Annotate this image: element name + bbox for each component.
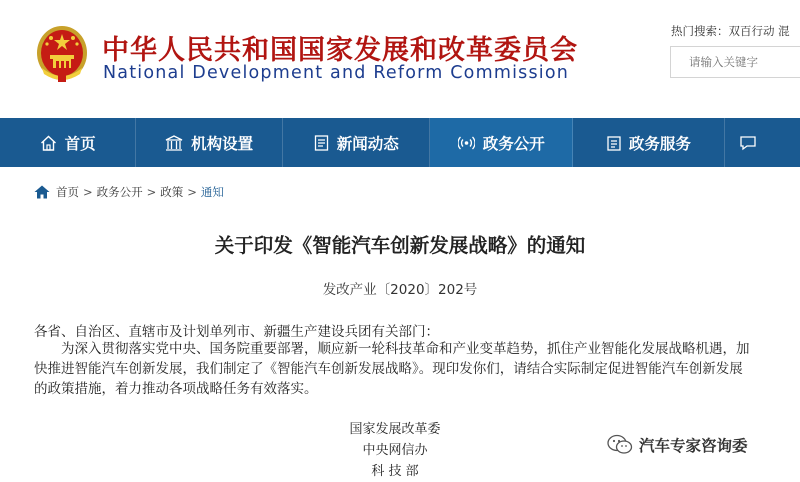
nav-item-gov-affairs[interactable] xyxy=(430,118,573,167)
watermark xyxy=(607,434,748,456)
broadcast-icon xyxy=(458,135,475,151)
nav-item-label: 政务服务 xyxy=(628,134,691,153)
breadcrumb-item[interactable]: 政务公开 xyxy=(96,185,143,199)
breadcrumb-current[interactable]: 通知 xyxy=(200,185,224,199)
article-title: 关于印发《智能汽车创新发展战略》的通知 xyxy=(214,234,586,257)
breadcrumb-item[interactable]: 政策 xyxy=(160,185,184,199)
breadcrumb xyxy=(34,184,224,200)
document-icon xyxy=(314,135,329,151)
issuing-agencies xyxy=(330,419,460,482)
nav-item-label: 政务公开 xyxy=(482,134,545,153)
building-icon xyxy=(165,135,183,151)
wechat-icon xyxy=(607,434,633,456)
hot-search-label: 热门搜索： xyxy=(671,24,729,38)
article-body: 为深入贯彻落实党中央、国务院重要部署，顺应新一轮科技革命和产业变革趋势，抓住产业智能化发展战略机遇，加快推进智能汽车创新发展，我们制定了《智能汽车创新发展战略》。现印发你们，请结合实际制定促进智能汽车创新发展的政策措施，着力推动各项战略任务有效落实。 xyxy=(34,341,750,397)
nav-item-label: 机构设置 xyxy=(191,134,254,153)
nav-item-label: 新闻动态 xyxy=(336,134,399,153)
nav-item-label: 首页 xyxy=(64,134,96,153)
site-title-cn[interactable]: 中华人民共和国国家发展和改革委员会 xyxy=(102,35,578,66)
salutation: 各省、自治区、直辖市及计划单列市、新疆生产建设兵团有关部门： xyxy=(34,324,439,340)
document-number: 发改产业〔2020〕202号 xyxy=(322,282,478,298)
clipboard-icon xyxy=(607,135,621,151)
issuer: 国家发展改革委 xyxy=(349,422,441,437)
search-input[interactable] xyxy=(689,55,799,69)
issuer: 科 技 部 xyxy=(371,464,419,479)
nav-item-news[interactable] xyxy=(283,118,430,167)
national-emblem-icon[interactable] xyxy=(34,24,90,84)
hot-search-terms[interactable]: 双百行动 混 xyxy=(728,24,790,38)
breadcrumb-home[interactable]: 首页 xyxy=(56,185,79,199)
breadcrumb-separator: > xyxy=(83,185,93,199)
site-header xyxy=(0,0,800,118)
breadcrumb-separator: > xyxy=(187,185,197,199)
breadcrumb-separator: > xyxy=(146,185,157,199)
home-outline-icon xyxy=(40,135,57,151)
watermark-text: 汽车专家咨询委 xyxy=(639,437,748,455)
home-icon[interactable] xyxy=(34,185,50,199)
nav-item-home[interactable] xyxy=(0,118,136,167)
site-title-en[interactable]: National Development and Reform Commission xyxy=(103,63,570,83)
main-nav xyxy=(0,118,800,167)
chat-icon xyxy=(739,135,757,151)
nav-item-interaction[interactable] xyxy=(725,118,800,167)
hot-search xyxy=(671,23,800,39)
nav-item-org[interactable] xyxy=(136,118,283,167)
nav-item-gov-services[interactable] xyxy=(573,118,725,167)
search-box[interactable] xyxy=(670,46,800,78)
issuer: 中央网信办 xyxy=(362,443,428,458)
